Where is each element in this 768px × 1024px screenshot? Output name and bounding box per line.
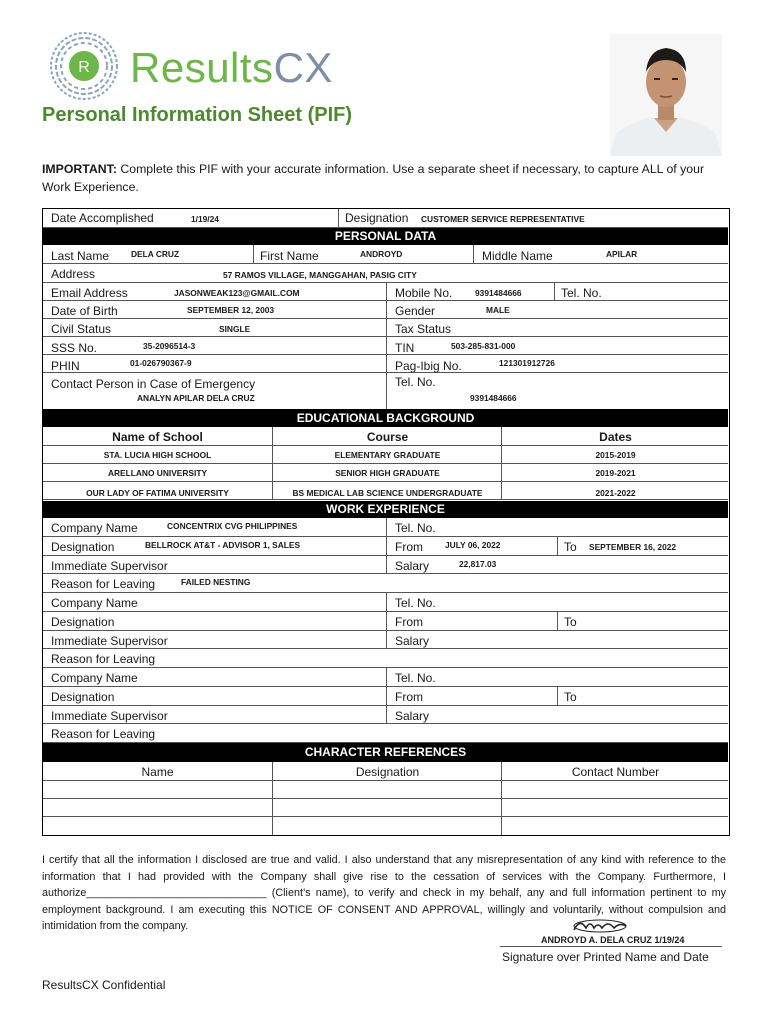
references-header: CHARACTER REFERENCES xyxy=(43,743,728,762)
col-designation-label: Designation xyxy=(355,765,420,779)
civil-status-label: Civil Status xyxy=(51,322,112,336)
education-row xyxy=(43,482,728,500)
education-head-row xyxy=(43,427,728,446)
tin-cell xyxy=(386,337,728,354)
work-designation-label: Designation xyxy=(51,539,115,554)
education-row xyxy=(43,446,728,464)
email-label: Email Address xyxy=(51,286,128,300)
col-contact-label: Contact Number xyxy=(571,765,660,779)
work-salary-field[interactable]: 22,817.03 xyxy=(459,558,497,569)
reference-row xyxy=(43,799,728,817)
emergency-tel-label: Tel. No. xyxy=(395,375,436,389)
address-label: Address xyxy=(51,267,96,281)
edu-course-field[interactable]: SENIOR HIGH GRADUATE xyxy=(335,468,440,478)
ref-contact-field[interactable] xyxy=(501,817,728,835)
work-row xyxy=(43,556,728,575)
work-supervisor-label: Immediate Supervisor xyxy=(51,633,168,648)
emergency-contact-field[interactable]: ANALYN APILAR DELA CRUZ xyxy=(137,393,255,403)
emergency-contact-label: Contact Person in Case of Emergency xyxy=(51,377,256,391)
row-date-designation xyxy=(43,209,728,228)
work-row xyxy=(43,612,728,631)
work-reason-label: Reason for Leaving xyxy=(51,577,156,592)
gender-label: Gender xyxy=(395,304,436,318)
work-tel-label: Tel. No. xyxy=(395,596,436,610)
civil-status-field[interactable]: SINGLE xyxy=(219,324,251,334)
edu-dates-cell xyxy=(501,446,728,463)
gender-field[interactable]: MALE xyxy=(486,305,510,315)
work-reason-label: Reason for Leaving xyxy=(51,727,156,742)
row-dob-gender xyxy=(43,301,728,319)
education-header: EDUCATIONAL BACKGROUND xyxy=(43,409,728,427)
gender-cell xyxy=(386,301,728,318)
phin-field[interactable]: 01-026790367-9 xyxy=(130,358,192,368)
ref-designation-field[interactable] xyxy=(272,781,501,798)
work-row xyxy=(43,574,728,593)
first-name-field[interactable]: ANDROYD xyxy=(360,249,403,259)
work-right-cell xyxy=(386,631,728,649)
edu-school-cell xyxy=(43,482,272,499)
edu-dates-cell xyxy=(501,464,728,481)
personal-data-header: PERSONAL DATA xyxy=(43,228,728,245)
work-supervisor-label: Immediate Supervisor xyxy=(51,708,168,723)
work-to-cell xyxy=(557,612,728,630)
edu-school-cell xyxy=(43,446,272,463)
references-head-row xyxy=(43,762,728,781)
work-to-label: To xyxy=(564,539,577,554)
education-row xyxy=(43,464,728,482)
ref-name-field[interactable] xyxy=(43,799,272,816)
work-reason-label: Reason for Leaving xyxy=(51,652,156,667)
ref-contact-field[interactable] xyxy=(501,799,728,816)
signature-line xyxy=(500,946,722,947)
work-right-cell xyxy=(386,593,728,611)
ref-designation-field[interactable] xyxy=(272,799,501,816)
edu-dates-field[interactable]: 2021-2022 xyxy=(595,488,636,498)
middle-name-field[interactable]: APILAR xyxy=(606,249,638,259)
ref-name-col xyxy=(43,762,272,780)
work-from-label: From xyxy=(395,539,423,554)
ref-name-field[interactable] xyxy=(43,817,272,835)
date-accomplished-field[interactable]: 1/19/24 xyxy=(191,214,219,224)
work-company-label: Company Name xyxy=(51,521,138,535)
work-tel-label: Tel. No. xyxy=(395,671,436,685)
work-company-label: Company Name xyxy=(51,596,138,610)
edu-dates-field[interactable]: 2019-2021 xyxy=(595,468,636,478)
work-reason-field[interactable]: FAILED NESTING xyxy=(181,577,251,588)
work-from-field[interactable]: JULY 06, 2022 xyxy=(445,539,501,550)
work-right-cell xyxy=(386,518,728,536)
tel-cell xyxy=(554,283,728,300)
work-to-cell xyxy=(557,537,728,555)
first-name-cell xyxy=(253,245,473,263)
edu-course-col xyxy=(272,427,501,445)
work-right-cell xyxy=(386,537,557,555)
brand-name: ResultsCX xyxy=(130,44,333,91)
col-dates-label: Dates xyxy=(599,430,632,444)
middle-name-cell xyxy=(473,245,728,263)
edu-course-cell xyxy=(272,482,501,499)
work-right-cell xyxy=(386,668,728,686)
date-accomplished-label: Date Accomplished xyxy=(51,211,154,225)
row-names xyxy=(43,245,728,264)
work-right-cell xyxy=(386,612,557,630)
work-to-label: To xyxy=(564,614,577,629)
tax-status-label: Tax Status xyxy=(395,322,452,336)
work-row xyxy=(43,518,728,537)
tin-field[interactable]: 503-285-831-000 xyxy=(451,341,516,351)
designation-label: Designation xyxy=(345,211,409,225)
work-salary-label: Salary xyxy=(395,558,430,573)
edu-course-field[interactable]: ELEMENTARY GRADUATE xyxy=(334,450,441,460)
edu-dates-cell xyxy=(501,482,728,499)
phin-label: PHIN xyxy=(51,359,80,373)
pagibig-label: Pag-Ibig No. xyxy=(395,359,462,373)
signature-mark xyxy=(570,916,630,934)
work-supervisor-label: Immediate Supervisor xyxy=(51,558,168,573)
work-company-field[interactable]: CONCENTRIX CVG PHILIPPINES xyxy=(167,521,298,531)
work-to-label: To xyxy=(564,689,577,704)
footer-confidential: ResultsCX Confidential xyxy=(42,978,166,992)
ref-contact-col xyxy=(501,762,728,780)
work-tel-label: Tel. No. xyxy=(395,521,436,535)
edu-course-cell xyxy=(272,464,501,481)
work-right-cell xyxy=(386,687,557,705)
work-experience-header: WORK EXPERIENCE xyxy=(43,501,728,518)
edu-course-cell xyxy=(272,446,501,463)
ref-designation-field[interactable] xyxy=(272,817,501,835)
ref-designation-col xyxy=(272,762,501,780)
edu-course-field[interactable]: BS MEDICAL LAB SCIENCE UNDERGRADUATE xyxy=(292,488,483,498)
emergency-tel-cell xyxy=(386,373,728,409)
emergency-tel-field[interactable]: 9391484666 xyxy=(470,393,517,403)
applicant-photo xyxy=(610,34,722,156)
work-row xyxy=(43,649,728,668)
middle-name-label: Middle Name xyxy=(482,249,553,263)
pagibig-field[interactable]: 121301912726 xyxy=(499,358,555,368)
mobile-field[interactable]: 9391484666 xyxy=(475,288,522,298)
edu-school-cell xyxy=(43,464,272,481)
edu-school-field[interactable]: ARELLANO UNIVERSITY xyxy=(107,468,208,478)
work-row xyxy=(43,631,728,650)
work-from-label: From xyxy=(395,689,423,704)
dob-field[interactable]: SEPTEMBER 12, 2003 xyxy=(187,305,275,315)
row-phin-pagibig xyxy=(43,355,728,373)
work-designation-label: Designation xyxy=(51,689,115,704)
dob-label: Date of Birth xyxy=(51,304,118,318)
edu-dates-field[interactable]: 2015-2019 xyxy=(595,450,636,460)
certification-text: I certify that all the information I disclosed are true and valid. I also understand that any misrepresentation of any kind with reference to the information that I had provided with the Company shall give rise to the cessation of services with the Company. Furthermore, I authorize______________________________ (Client’s name), to verify and check in my behalf, any and full information pertinent to my employment background. I am executing this NOTICE OF CONSENT AND APPROVAL, willingly and voluntarily, without compulsion and intimidation from the company. xyxy=(42,854,726,932)
designation-field[interactable]: CUSTOMER SERVICE REPRESENTATIVE xyxy=(421,214,585,224)
tin-label: TIN xyxy=(395,341,415,355)
work-to-field[interactable]: SEPTEMBER 16, 2022 xyxy=(589,541,677,552)
work-row xyxy=(43,706,728,725)
work-to-cell xyxy=(557,687,728,705)
work-row xyxy=(43,668,728,687)
reference-row xyxy=(43,817,728,835)
pif-form xyxy=(42,208,730,836)
work-salary-label: Salary xyxy=(395,708,430,723)
row-email-mobile xyxy=(43,283,728,301)
row-civil-tax xyxy=(43,319,728,337)
work-row xyxy=(43,724,728,743)
first-name-label: First Name xyxy=(260,249,319,263)
sss-label: SSS No. xyxy=(51,341,98,355)
col-school-label: Name of School xyxy=(112,430,203,444)
last-name-label: Last Name xyxy=(51,249,110,263)
mobile-cell xyxy=(386,283,554,300)
row-address xyxy=(43,264,728,283)
edu-school-field[interactable]: STA. LUCIA HIGH SCHOOL xyxy=(103,450,212,460)
work-right-cell xyxy=(386,706,728,724)
ref-name-field[interactable] xyxy=(43,781,272,798)
pagibig-cell xyxy=(386,355,728,372)
sss-field[interactable]: 35-2096514-3 xyxy=(143,341,196,351)
address-field[interactable]: 57 RAMOS VILLAGE, MANGGAHAN, PASIG CITY xyxy=(223,270,417,280)
tax-cell xyxy=(386,319,728,336)
work-row xyxy=(43,537,728,556)
work-right-cell xyxy=(386,556,728,574)
work-row xyxy=(43,687,728,706)
email-field[interactable]: JASONWEAK123@GMAIL.COM xyxy=(174,288,300,298)
mobile-label: Mobile No. xyxy=(395,286,453,300)
last-name-field[interactable]: DELA CRUZ xyxy=(131,249,180,259)
work-company-label: Company Name xyxy=(51,671,138,685)
signature-caption: Signature over Printed Name and Date xyxy=(502,950,709,964)
signature-printed-name: ANDROYD A. DELA CRUZ 1/19/24 xyxy=(541,935,685,945)
col-course-label: Course xyxy=(366,430,409,444)
row-sss-tin xyxy=(43,337,728,355)
designation-cell xyxy=(338,209,728,227)
tel-label: Tel. No. xyxy=(561,286,602,300)
ref-contact-field[interactable] xyxy=(501,781,728,798)
edu-school-field[interactable]: OUR LADY OF FATIMA UNIVERSITY xyxy=(86,488,229,498)
page-title: Personal Information Sheet (PIF) xyxy=(42,104,353,126)
work-designation-field[interactable]: BELLROCK AT&T - ADVISOR 1, SALES xyxy=(145,539,301,550)
col-name-label: Name xyxy=(141,765,174,779)
svg-text:R: R xyxy=(78,59,90,76)
edu-school-col xyxy=(43,427,272,445)
work-salary-label: Salary xyxy=(395,633,430,648)
important-note: IMPORTANT: Complete this PIF with your accurate information. Use a separate sheet if necessary, to capture ALL of your Work Experience. xyxy=(42,162,705,194)
row-emergency xyxy=(43,373,728,409)
resultscx-logo-icon xyxy=(48,30,120,102)
reference-row xyxy=(43,781,728,799)
edu-dates-col xyxy=(501,427,728,445)
work-designation-label: Designation xyxy=(51,614,115,629)
work-from-label: From xyxy=(395,614,423,629)
work-row xyxy=(43,593,728,612)
